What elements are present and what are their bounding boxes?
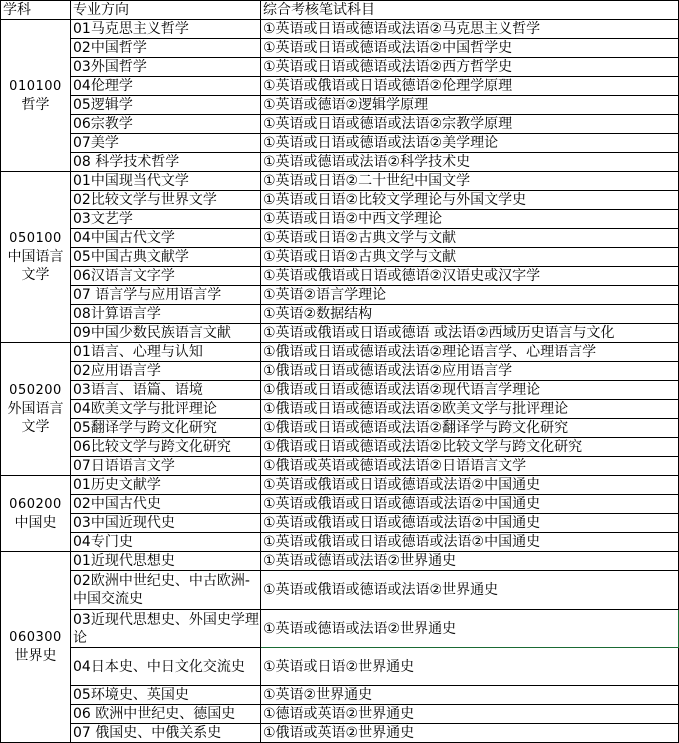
discipline-code: 050100 — [9, 231, 62, 246]
direction-cell: 02欧洲中世纪史、中古欧洲-中国交流史 — [71, 571, 261, 610]
discipline-code: 060300 — [9, 630, 62, 645]
table-row — [1, 724, 679, 743]
subjects-cell: ①俄语或英语或德语或法语②日语语言文学 — [261, 457, 679, 476]
table-row — [1, 476, 679, 495]
direction-cell: 04伦理学 — [71, 77, 261, 96]
table-row — [1, 134, 679, 153]
table-row — [1, 58, 679, 77]
subjects-cell: ①英语或日语或德语或法语②宗教学原理 — [261, 115, 679, 134]
subjects-cell: ①英语或日语或德语或法语②美学理论 — [261, 134, 679, 153]
discipline-code: 060200 — [9, 496, 62, 512]
table-row — [1, 552, 679, 571]
table-header-row — [1, 1, 679, 20]
direction-cell: 02比较文学与世界文学 — [71, 191, 261, 210]
subjects-cell: ①英语或德语或法语②世界通史 — [261, 552, 679, 571]
direction-cell: 08 科学技术哲学 — [71, 153, 261, 172]
table-row — [1, 305, 679, 324]
subjects-cell: ①俄语或日语或德语或法语②翻译学与跨文化研究 — [261, 419, 679, 438]
table-row — [1, 400, 679, 419]
discipline-name: 中国语言文学 — [7, 249, 64, 283]
header-discipline: 学科 — [1, 1, 71, 20]
subjects-cell: ①德语或英语②世界通史 — [261, 705, 679, 724]
subjects-cell: ①英语②语言学理论 — [261, 286, 679, 305]
discipline-cell — [1, 552, 71, 743]
subjects-cell: ①英语或德语②逻辑学原理 — [261, 96, 679, 115]
header-direction: 专业方向 — [71, 1, 261, 20]
direction-cell: 07 俄国史、中俄关系史 — [71, 724, 261, 743]
direction-cell: 04中国古代文学 — [71, 229, 261, 248]
subjects-cell: ①英语或俄语或日语或德语或法语②中国通史 — [261, 476, 679, 495]
table-row — [1, 191, 679, 210]
subjects-cell: ①英语或俄语或日语或德语或法语②中国通史 — [261, 495, 679, 514]
subjects-cell: ①英语或德语或法语②科学技术史 — [261, 153, 679, 172]
table-row — [1, 343, 679, 362]
table-row — [1, 381, 679, 400]
subjects-cell: ①英语或日语②古典文学与文献 — [261, 248, 679, 267]
subjects-cell: ①英语或俄语或日语或德语 或法语②西域历史语言与文化 — [261, 324, 679, 343]
direction-cell: 01近现代思想史 — [71, 552, 261, 571]
subjects-cell: ①英语②数据结构 — [261, 305, 679, 324]
direction-cell: 05逻辑学 — [71, 96, 261, 115]
discipline-name: 世界史 — [14, 648, 57, 664]
table-row — [1, 172, 679, 191]
subjects-cell: ①英语或日语②比较文学理论与外国文学史 — [261, 191, 679, 210]
subjects-cell: ①英语或日语或德语或法语②西方哲学史 — [261, 58, 679, 77]
table-row — [1, 115, 679, 134]
table-row — [1, 77, 679, 96]
direction-cell: 06 欧洲中世纪史、德国史 — [71, 705, 261, 724]
discipline-cell — [1, 343, 71, 476]
table-row — [1, 210, 679, 229]
subjects-cell: ①英语或俄语或日语或德语或法语②中国通史 — [261, 514, 679, 533]
subjects-cell: ①英语②世界通史 — [261, 686, 679, 705]
direction-cell: 05中国古典文献学 — [71, 248, 261, 267]
direction-cell: 04专门史 — [71, 533, 261, 552]
direction-cell: 01历史文献学 — [71, 476, 261, 495]
subjects-cell: ①英语或俄语或德语或法语②世界通史 — [261, 571, 679, 610]
table-row — [1, 571, 679, 610]
discipline-code: 050200 — [9, 383, 62, 398]
table-row — [1, 96, 679, 115]
subjects-cell: ①俄语或日语或德语或法语②欧美文学与批评理论 — [261, 400, 679, 419]
discipline-cell — [1, 20, 71, 172]
subjects-cell: ①英语或俄语或日语或德语②伦理学原理 — [261, 77, 679, 96]
subjects-cell: ①俄语或日语或德语或法语②应用语言学 — [261, 362, 679, 381]
direction-cell: 07日语语言文学 — [71, 457, 261, 476]
table-row — [1, 648, 679, 686]
table-row — [1, 324, 679, 343]
discipline-name: 中国史 — [14, 514, 57, 531]
direction-cell: 08计算语言学 — [71, 305, 261, 324]
table-row — [1, 20, 679, 39]
direction-cell: 07美学 — [71, 134, 261, 153]
direction-cell: 01马克思主义哲学 — [71, 20, 261, 39]
subjects-cell: ①俄语或英语②世界通史 — [261, 724, 679, 743]
direction-cell: 01语言、心理与认知 — [71, 343, 261, 362]
direction-cell: 09中国少数民族语言文献 — [71, 324, 261, 343]
table-row — [1, 153, 679, 172]
direction-cell: 04欧美文学与批评理论 — [71, 400, 261, 419]
table-row — [1, 533, 679, 552]
subjects-cell: ①俄语或日语或德语或法语②现代语言学理论 — [261, 381, 679, 400]
table-row — [1, 686, 679, 705]
discipline-code: 010100 — [9, 78, 62, 94]
table-row — [1, 514, 679, 533]
direction-cell: 03中国近现代史 — [71, 514, 261, 533]
direction-cell: 05翻译学与跨文化研究 — [71, 419, 261, 438]
direction-cell: 04日本史、中日文化交流史 — [71, 648, 261, 686]
subjects-cell: ①英语或日语或德语或法语②中国哲学史 — [261, 39, 679, 58]
table-row — [1, 286, 679, 305]
direction-cell: 06宗教学 — [71, 115, 261, 134]
direction-cell: 02中国古代史 — [71, 495, 261, 514]
subjects-cell: ①英语或日语②世界通史 — [261, 648, 679, 686]
discipline-cell — [1, 172, 71, 343]
subjects-cell: ①英语或日语②二十世纪中国文学 — [261, 172, 679, 191]
direction-cell: 02应用语言学 — [71, 362, 261, 381]
direction-cell: 03近现代思想史、外国史学理论 — [71, 610, 261, 648]
direction-cell: 07 语言学与应用语言学 — [71, 286, 261, 305]
subjects-cell: ①英语或俄语或日语或德语或法语②中国通史 — [261, 533, 679, 552]
header-exam-subjects: 综合考核笔试科目 — [261, 1, 679, 20]
direction-cell: 03文艺学 — [71, 210, 261, 229]
subjects-cell: ①英语或日语②中西文学理论 — [261, 210, 679, 229]
subjects-cell: ①俄语或日语或德语或法语②理论语言学、心理语言学 — [261, 343, 679, 362]
table-row — [1, 248, 679, 267]
table-row — [1, 229, 679, 248]
table-row — [1, 39, 679, 58]
table-row — [1, 495, 679, 514]
direction-cell: 03语言、语篇、语境 — [71, 381, 261, 400]
subjects-cell: ①英语或俄语或日语或德语②汉语史或汉字学 — [261, 267, 679, 286]
table-row — [1, 610, 679, 648]
table-row — [1, 705, 679, 724]
discipline-cell — [1, 476, 71, 552]
table-row — [1, 438, 679, 457]
direction-cell: 06汉语言文字学 — [71, 267, 261, 286]
table-row — [1, 267, 679, 286]
direction-cell: 02中国哲学 — [71, 39, 261, 58]
direction-cell: 03外国哲学 — [71, 58, 261, 77]
subjects-cell: ①英语或日语②古典文学与文献 — [261, 229, 679, 248]
discipline-name: 外国语言文学 — [7, 401, 64, 435]
table-row — [1, 419, 679, 438]
direction-cell: 06比较文学与跨文化研究 — [71, 438, 261, 457]
table-row — [1, 457, 679, 476]
direction-cell: 05环境史、英国史 — [71, 686, 261, 705]
subjects-cell: ①英语或日语或德语或法语②马克思主义哲学 — [261, 20, 679, 39]
discipline-name: 哲学 — [21, 96, 50, 113]
direction-cell: 01中国现当代文学 — [71, 172, 261, 191]
table-row — [1, 362, 679, 381]
subjects-cell: ①俄语或日语或德语或法语②比较文学与跨文化研究 — [261, 438, 679, 457]
subjects-cell: ①英语或德语或法语②世界通史 — [261, 610, 679, 648]
